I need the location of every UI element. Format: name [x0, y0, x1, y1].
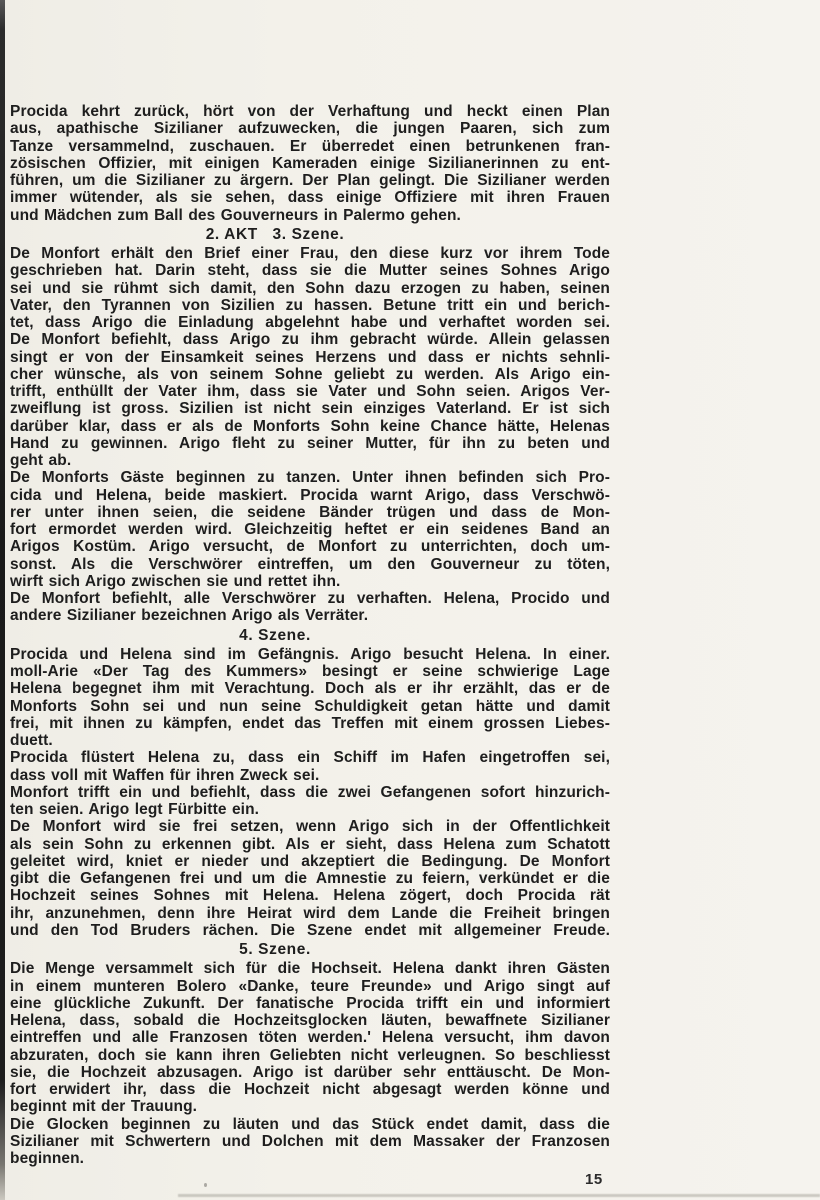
text-line: cher wünsche, als von seinem Sohne geliebt zu werden. Als Arigo ein- — [10, 365, 610, 383]
text-line: Procida kehrt zurück, hört von der Verhaftung und heckt einen Plan — [10, 103, 610, 120]
scan-speck — [204, 1183, 207, 1187]
text-column — [10, 103, 610, 1167]
text-line: tet, dass Arigo die Einladung abgelehnt habe und verhaftet worden sei. — [10, 314, 610, 331]
text-line: führen, um die Sizilianer zu ärgern. Der Plan gelingt. Die Sizilianer werden — [10, 172, 610, 189]
text-line: zweiflung ist gross. Sizilien ist nicht sein einziges Vaterland. Er ist sich — [10, 400, 610, 418]
paragraph — [10, 245, 610, 469]
paragraph — [10, 960, 610, 1115]
text-line: moll-Arie «Der Tag des Kummers» besingt er seine schwierige Lage — [10, 663, 610, 680]
text-line: De Monfort befiehlt, alle Verschwörer zu verhaften. Helena, Procido und — [10, 590, 610, 607]
text-line: Monfort trifft ein und befiehlt, dass die zwei Gefangenen sofort hinzurich- — [10, 783, 610, 801]
paragraph — [10, 103, 610, 224]
paragraph — [10, 646, 610, 750]
text-line: beginnt mit der Trauung. — [10, 1098, 198, 1116]
text-line: Procida und Helena sind im Gefängnis. Arigo besucht Helena. In einer. — [10, 645, 610, 663]
paragraph — [10, 749, 610, 784]
paragraph — [10, 784, 610, 819]
text-line: geleitet wird, kniet er nieder und akzeptiert die Bedingung. De Monfort — [10, 852, 610, 870]
text-line: sie, die Hochzeit abzusagen. Arigo ist darüber sehr enttäuscht. De Mon- — [10, 1063, 610, 1081]
text-line: frei, mit ihnen zu kämpfen, endet das Treffen mit einem grossen Liebes- — [10, 714, 610, 732]
text-line: Sizilianer mit Schwertern und Dolchen mit dem Massaker der Franzosen — [10, 1132, 610, 1150]
text-line: und den Tod Bruders rächen. Die Szene endet mit allgemeiner Freude. — [10, 921, 610, 939]
text-line: sonst. Als die Verschwörer eintreffen, um den Gouverneur zu töten, — [10, 555, 610, 573]
text-line: aus, apathische Sizilianer aufzuwecken, die jungen Paaren, sich zum — [10, 120, 610, 138]
text-line: cida und Helena, beide maskiert. Procida warnt Arigo, dass Verschwö- — [10, 486, 610, 504]
paragraph — [10, 1116, 610, 1168]
text-line: fort ermordet werden wird. Gleichzeitig heftet er ein seidenes Band an — [10, 521, 610, 538]
text-line: und Mädchen zum Ball des Gouverneurs in Palermo gehen. — [10, 206, 461, 224]
text-line: eine glückliche Zukunft. Der fanatische Procida trifft ein und informiert — [10, 994, 610, 1012]
scene-heading: 5. Szene. — [239, 941, 311, 958]
text-line: ten seien. Arigo legt Fürbitte ein. — [10, 801, 260, 818]
text-line: Helena, dass, sobald die Hochzeitsglocken läuten, bewaffnete Sizilianer — [10, 1012, 610, 1029]
scan-smudge-bottom — [178, 1194, 820, 1197]
text-line: Hochzeit seines Sohnes mit Helena. Helena zögert, doch Procida rät — [10, 887, 610, 905]
paragraph — [10, 818, 610, 939]
text-line: De Monforts Gäste beginnen zu tanzen. Unter ihnen befinden sich Pro- — [10, 469, 610, 487]
text-line: De Monfort befiehlt, dass Arigo zu ihm gebracht würde. Allein gelassen — [10, 331, 610, 349]
text-line: De Monfort erhält den Brief einer Frau, den diese kurz vor ihrem Tode — [10, 245, 610, 262]
text-line: wirft sich Arigo zwischen sie und rettet ihn. — [10, 572, 341, 590]
text-line: De Monfort wird sie frei setzen, wenn Arigo sich in der Offentlichkeit — [10, 818, 610, 836]
text-line: duett. — [10, 732, 53, 749]
text-line: beginnen. — [10, 1150, 85, 1167]
paragraph — [10, 469, 610, 590]
text-line: Die Glocken beginnen zu läuten und das Stück endet damit, dass die — [10, 1115, 610, 1133]
scene-heading: 2. AKT 3. Szene. — [205, 225, 345, 243]
text-line: Helena begegnet ihm mit Verachtung. Doch als er ihr erzählt, das er de — [10, 680, 610, 698]
text-line: gibt die Gefangenen frei und um die Amnestie zu feiern, verkündet er die — [10, 870, 610, 887]
text-line: singt er von der Einsamkeit seines Herzens und dass er nichts sehnli- — [10, 348, 610, 366]
text-line: Procida flüstert Helena zu, dass ein Schiff im Hafen eingetroffen sei, — [10, 749, 610, 767]
page-number: 15 — [585, 1171, 603, 1188]
text-line: ihr, anzunehmen, denn ihre Heirat wird dem Lande die Freiheit bringen — [10, 904, 610, 922]
text-line: Hand zu gewinnen. Arigo fleht zu seiner Mutter, für ihn zu beten und — [10, 434, 610, 452]
text-line: geht ab. — [10, 452, 72, 469]
text-line: fort erwidert ihr, dass die Hochzeit nicht abgesagt werden könne und — [10, 1081, 610, 1098]
text-line: immer wütender, als sie sehen, dass einige Offiziere mit ihren Frauen — [10, 189, 610, 207]
text-line: in einem munteren Bolero «Danke, teure Freunde» und Arigo singt auf — [10, 977, 610, 995]
scene-heading: 4. Szene. — [239, 626, 311, 644]
text-line: eintreffen und alle Franzosen töten werden.' Helena versucht, ihm davon — [10, 1029, 610, 1047]
text-line: Arigos Kostüm. Arigo versucht, de Monfort zu unterrichten, doch um- — [10, 538, 610, 556]
text-line: sei und sie rühmt sich damit, den Sohn dazu erzogen zu haben, seinen — [10, 279, 610, 297]
text-line: Tanze versammelnd, zuschauen. Er überredet einen betrunkenen fran- — [10, 137, 610, 155]
text-line: abzuraten, doch sie kann ihren Geliebten nicht verleugnen. So beschliesst — [10, 1046, 610, 1064]
text-line: trifft, enthüllt der Vater ihm, dass sie Vater und Sohn seien. Arigos Ver- — [10, 383, 610, 400]
text-line: zösischen Offizier, mit einigen Kameraden einige Sizilianerinnen zu ent- — [10, 154, 610, 172]
text-line: Die Menge versammelt sich für die Hochseit. Helena dankt ihren Gästen — [10, 960, 610, 978]
text-line: dass voll mit Waffen für ihren Zweck sei. — [10, 766, 320, 784]
text-line: geschrieben hat. Darin steht, dass sie die Mutter seines Sohnes Arigo — [10, 262, 610, 280]
text-line: darüber klar, dass er als de Monforts Sohn keine Chance hätte, Helenas — [10, 417, 610, 435]
text-line: rer unter ihnen seien, die seidene Bänder trügen und dass de Mon- — [10, 503, 610, 521]
text-line: als sein Sohn zu erkennen gibt. Als er sieht, dass Helena zum Schatott — [10, 835, 610, 853]
text-line: Vater, den Tyrannen von Sizilien zu hassen. Betune tritt ein und berich- — [10, 296, 610, 314]
scan-edge-left — [0, 0, 5, 1200]
paragraph — [10, 590, 610, 625]
text-line: andere Sizilianer bezeichnen Arigo als Verräter. — [10, 607, 369, 625]
text-line: Monforts Sohn sei und nun seine Schuldigkeit getan hätte und damit — [10, 697, 610, 715]
